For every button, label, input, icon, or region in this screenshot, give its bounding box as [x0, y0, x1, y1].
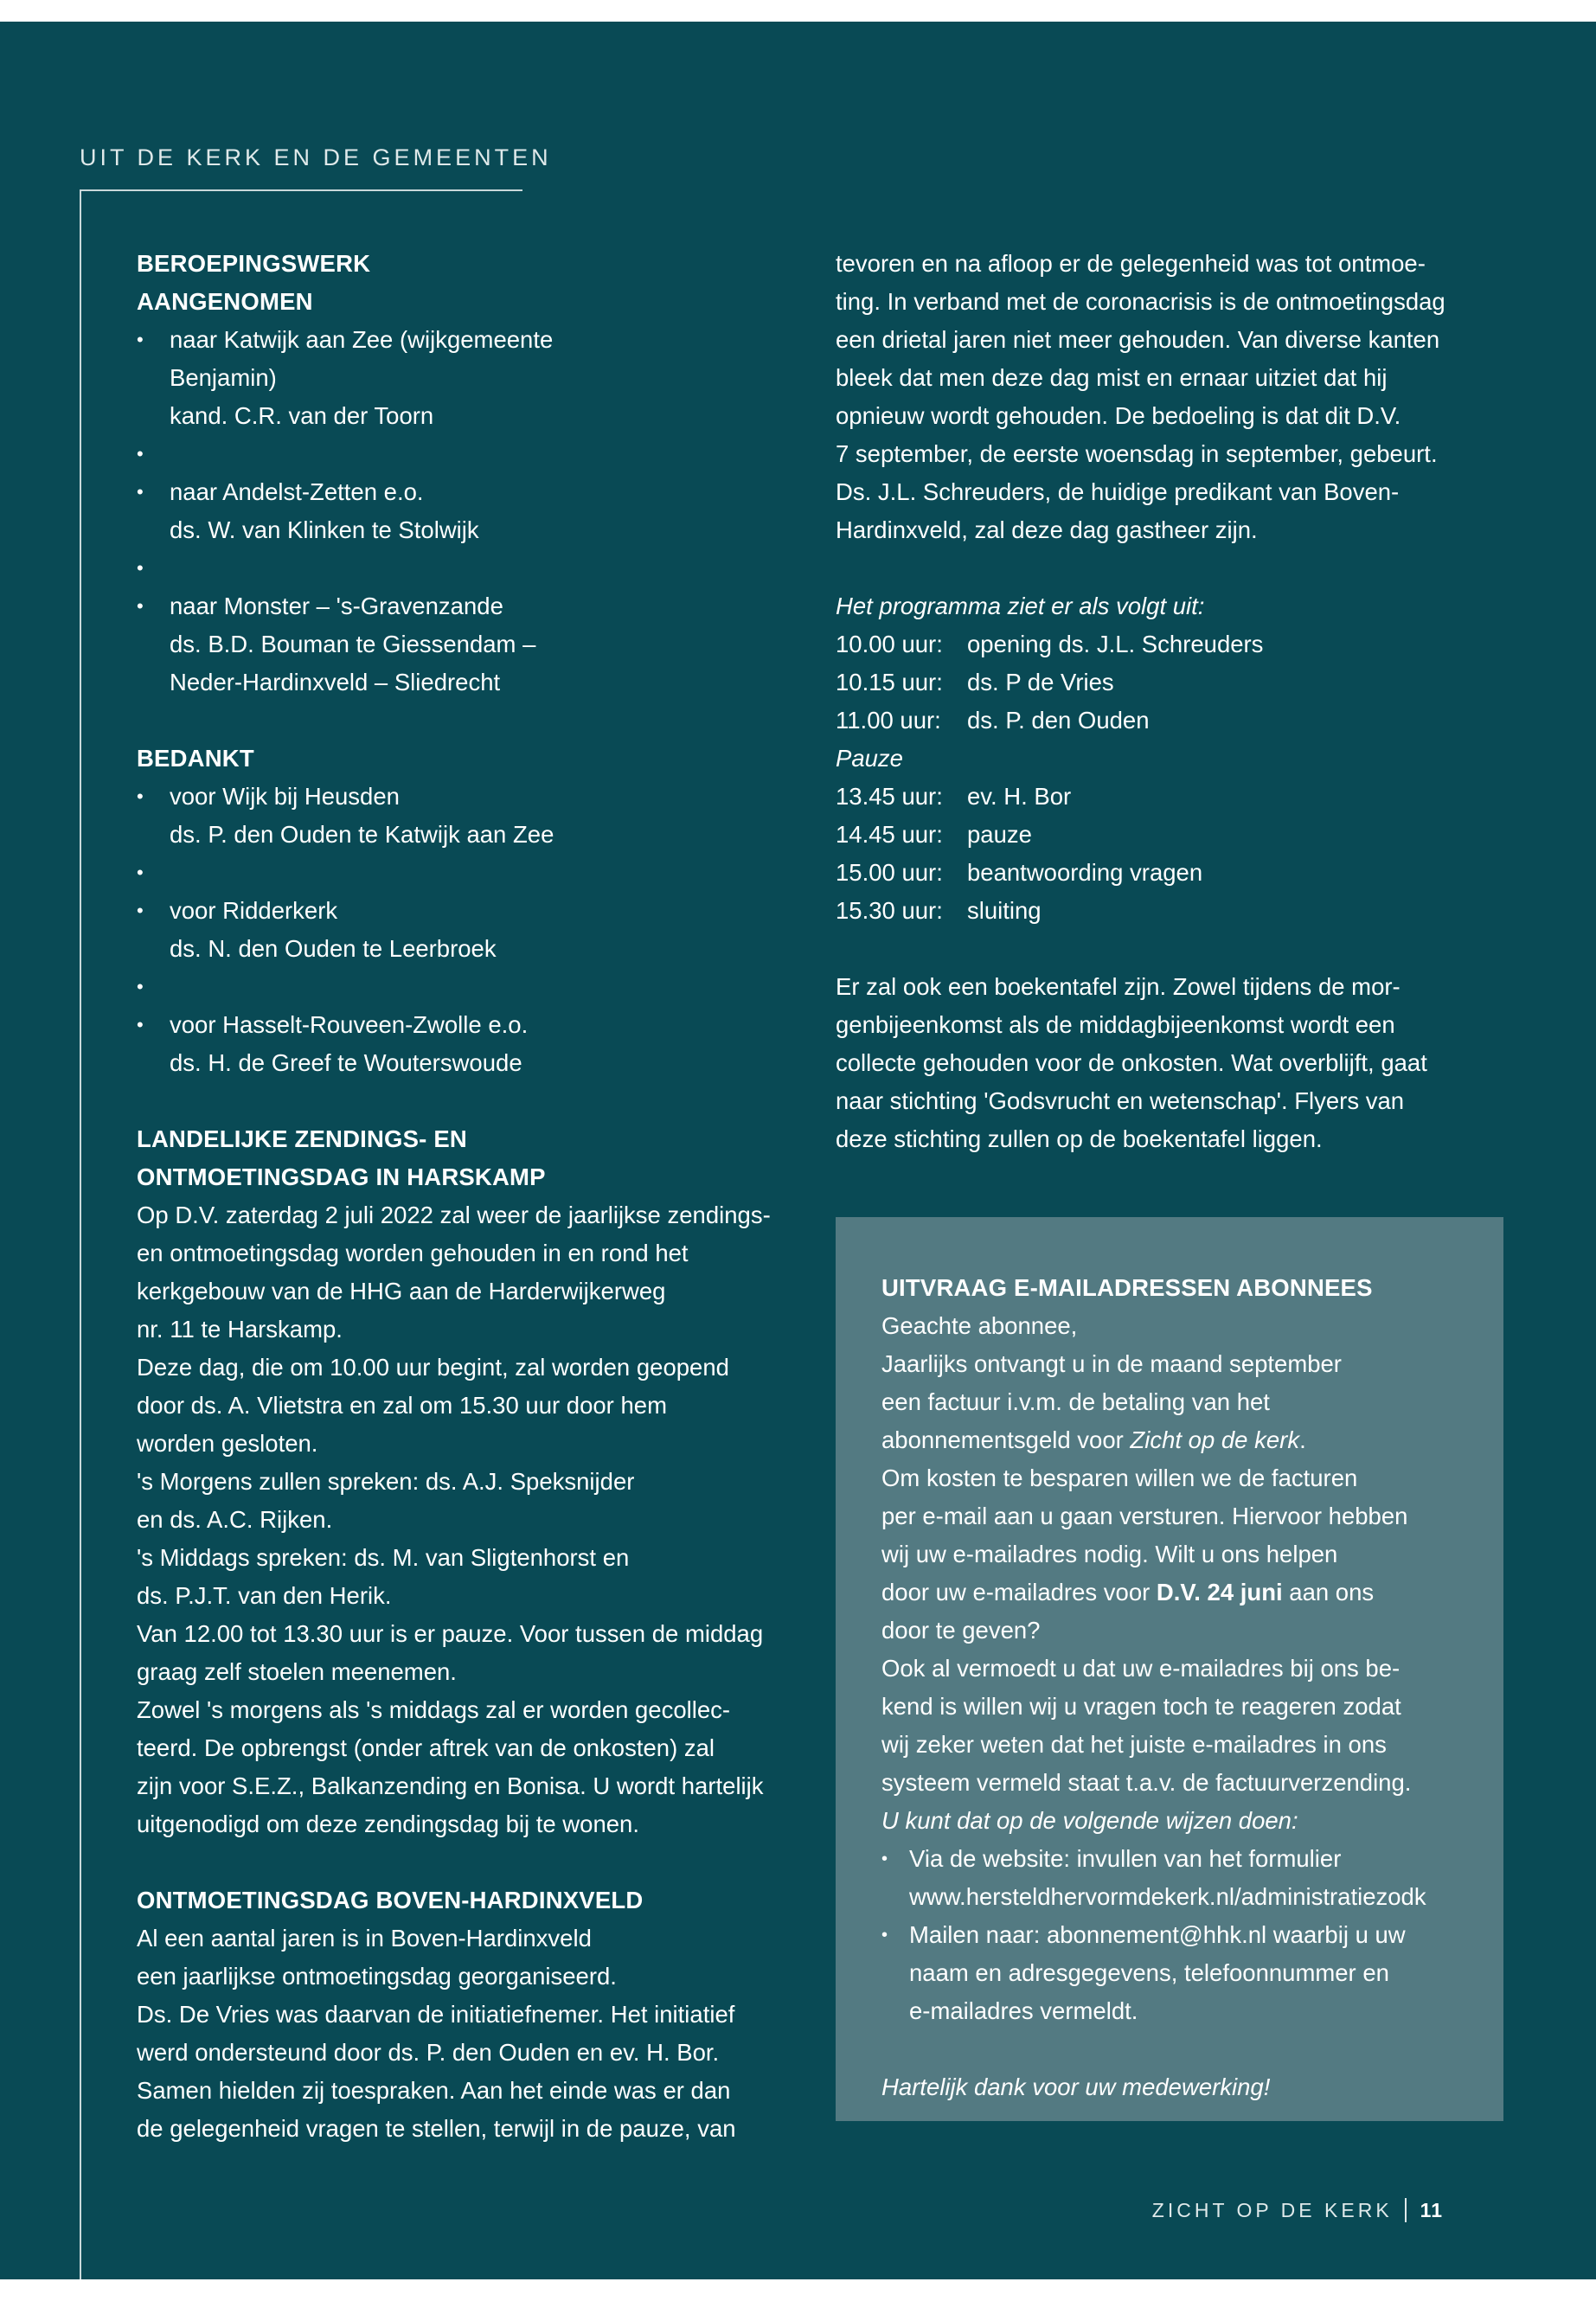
text-line: Ds. J.L. Schreuders, de huidige predikant van Boven- — [836, 478, 1400, 505]
text-line: kerkgebouw van de HHG aan de Harderwijkerweg — [137, 1278, 666, 1304]
spacer — [836, 930, 1510, 968]
text-line: en ontmoetingsdag worden gehouden in en rond het — [137, 1240, 689, 1266]
ontmoetingsdag-closing — [836, 968, 1510, 1158]
text-fragment: aan ons — [1282, 1579, 1375, 1606]
list-item-line: • naar Katwijk aan Zee (wijkgemeente — [170, 326, 554, 353]
zendingsdag-heading-line2: ONTMOETINGSDAG IN HARSKAMP — [137, 1163, 546, 1190]
text-line: Deze dag, die om 10.00 uur begint, zal worden geopend — [137, 1354, 729, 1381]
text-line: Ook al vermoedt u dat uw e-mailadres bij ons be- — [881, 1655, 1401, 1682]
text-line: door te geven? — [881, 1617, 1041, 1644]
thanks-line: Hartelijk dank voor uw medewerking! — [881, 2073, 1271, 2100]
zendingsdag-heading-line1: LANDELIJKE ZENDINGS- EN — [137, 1125, 467, 1152]
text-line: bleek dat men deze dag mist en ernaar uitziet dat hij — [836, 364, 1388, 391]
programma-time: 15.00 uur: — [836, 859, 943, 886]
text-line: zijn voor S.E.Z., Balkanzending en Bonisa. U wordt hartelijk — [137, 1772, 764, 1799]
list-item-line: naam en adresgegevens, telefoonnummer en — [909, 1959, 1389, 1986]
list-item-line: • voor Ridderkerk — [170, 897, 338, 924]
text-line: systeem vermeld staat t.a.v. de factuurverzending. — [881, 1769, 1412, 1796]
magazine-name: ZICHT OP DE KERK — [1151, 2198, 1393, 2221]
email-box-heading: UITVRAAG E-MAILADRESSEN ABONNEES — [881, 1274, 1373, 1301]
list-item — [137, 892, 794, 968]
left-column — [137, 245, 794, 2148]
programma-time: 13.45 uur: — [836, 783, 943, 810]
text-line: Om kosten te besparen willen we de facturen — [881, 1465, 1358, 1491]
list-item — [881, 1840, 1478, 1916]
text-line: kend is willen wij u vragen toch te reageren zodat — [881, 1693, 1401, 1720]
text-fragment: abonnementsgeld voor — [881, 1426, 1131, 1453]
ontmoetingsdag-text-left — [137, 1920, 794, 2148]
bedankt-heading: BEDANKT — [137, 745, 254, 772]
aangenomen-list — [137, 321, 794, 702]
programma-row — [836, 625, 1510, 663]
text-line: worden gesloten. — [137, 1430, 318, 1457]
spacer — [137, 968, 794, 1006]
list-item-line: • Via de website: invullen van het formulier — [909, 1845, 1342, 1872]
magazine-page — [0, 22, 1596, 2279]
text-line: uitgenodigd om deze zendingsdag bij te wonen. — [137, 1811, 639, 1837]
text-line: Al een aantal jaren is in Boven-Hardinxveld — [137, 1925, 592, 1952]
programma-item: ds. P. den Ouden — [967, 707, 1150, 734]
text-line: genbijeenkomst als de middagbijeenkomst wordt een — [836, 1011, 1395, 1038]
spacer — [137, 702, 794, 740]
magazine-title-inline: Zicht op de kerk — [1130, 1426, 1300, 1453]
text-line: werd ondersteund door ds. P. den Ouden en ev. H. Bor. — [137, 2039, 720, 2066]
programma-row — [836, 778, 1510, 816]
programma-row — [836, 702, 1510, 740]
text-line: per e-mail aan u gaan versturen. Hiervoor hebben — [881, 1503, 1408, 1529]
text-line: wij uw e-mailadres nodig. Wilt u ons helpen — [881, 1541, 1338, 1567]
spacer — [137, 1843, 794, 1881]
text-line: Zowel 's morgens als 's middags zal er worden gecollec- — [137, 1696, 731, 1723]
text-line: nr. 11 te Harskamp. — [137, 1316, 343, 1343]
text-line: Ds. De Vries was daarvan de initiatiefnemer. Het initiatief — [137, 2001, 735, 2028]
spacer — [836, 549, 1510, 587]
programma-row — [836, 854, 1510, 892]
list-item-line: • voor Wijk bij Heusden — [170, 783, 400, 810]
text-line: Samen hielden zij toespraken. Aan het einde was er dan — [137, 2077, 731, 2104]
text-line: Hardinxveld, zal deze dag gastheer zijn. — [836, 516, 1258, 543]
ontmoetingsdag-heading: ONTMOETINGSDAG BOVEN-HARDINXVELD — [137, 1887, 644, 1913]
list-item-line: Neder-Hardinxveld – Sliedrecht — [170, 669, 501, 695]
spacer — [137, 1082, 794, 1120]
programma-item: ds. P de Vries — [967, 669, 1114, 695]
ontmoetingsdag-text-right — [836, 245, 1510, 549]
list-item — [137, 1006, 794, 1082]
ways-list — [881, 1840, 1478, 2030]
list-item-line: • voor Hasselt-Rouveen-Zwolle e.o. — [170, 1011, 529, 1038]
text-line — [881, 1421, 1478, 1459]
list-item-line: ds. H. de Greef te Wouterswoude — [170, 1049, 522, 1076]
list-item-line: Benjamin) — [170, 364, 277, 391]
text-line: Op D.V. zaterdag 2 juli 2022 zal weer de jaarlijkse zendings- — [137, 1202, 771, 1228]
text-line: tevoren en na afloop er de gelegenheid was tot ontmoe- — [836, 250, 1426, 277]
header-rule-horizontal — [80, 189, 522, 191]
programma-time: 14.45 uur: — [836, 821, 943, 848]
website-link[interactable]: www.hersteldhervormdekerk.nl/administratiezodk — [909, 1883, 1426, 1910]
list-item — [137, 587, 794, 702]
text-line: een jaarlijkse ontmoetingsdag georganiseerd. — [137, 1963, 617, 1990]
text-line: collecte gehouden voor de onkosten. Wat overblijft, gaat — [836, 1049, 1427, 1076]
programma-time: 15.30 uur: — [836, 897, 943, 924]
text-line: 's Morgens zullen spreken: ds. A.J. Speksnijder — [137, 1468, 635, 1495]
right-column — [836, 245, 1510, 1158]
text-line: Jaarlijks ontvangt u in de maand september — [881, 1350, 1342, 1377]
text-line: Geachte abonnee, — [881, 1312, 1078, 1339]
list-item-line: • naar Andelst-Zetten e.o. — [170, 478, 424, 505]
text-line: wij zeker weten dat het juiste e-mailadres in ons — [881, 1731, 1387, 1758]
text-line: Van 12.00 tot 13.30 uur is er pauze. Voor tussen de middag — [137, 1620, 764, 1647]
programma-list — [836, 625, 1510, 930]
spacer — [137, 435, 794, 473]
text-line: de gelegenheid vragen te stellen, terwijl in de pauze, van — [137, 2115, 736, 2142]
text-line: opnieuw wordt gehouden. De bedoeling is dat dit D.V. — [836, 402, 1401, 429]
programma-time: 10.00 uur: — [836, 631, 943, 657]
list-item-line: kand. C.R. van der Toorn — [170, 402, 434, 429]
text-line: ting. In verband met de coronacrisis is de ontmoetingsdag — [836, 288, 1445, 315]
page-footer — [1152, 2198, 1443, 2222]
list-item-line: • naar Monster – 's-Gravenzande — [170, 593, 503, 619]
text-line: teerd. De opbrengst (onder aftrek van de onkosten) zal — [137, 1734, 715, 1761]
programma-row — [836, 892, 1510, 930]
beroepingswerk-heading: BEROEPINGSWERK — [137, 250, 371, 277]
section-label: UIT DE KERK EN DE GEMEENTEN — [80, 144, 552, 170]
list-item-line: ds. B.D. Bouman te Giessendam – — [170, 631, 536, 657]
programma-row — [836, 663, 1510, 702]
list-item-line: e-mailadres vermeldt. — [909, 1997, 1138, 2024]
email-address-box — [836, 1217, 1503, 2121]
programma-row — [836, 816, 1510, 854]
list-item — [137, 473, 794, 549]
text-line: 7 september, de eerste woensdag in september, gebeurt. — [836, 440, 1438, 467]
list-item — [881, 1916, 1478, 2030]
programma-pause: Pauze — [836, 745, 903, 772]
programma-item: pauze — [967, 821, 1032, 848]
text-line: een drietal jaren niet meer gehouden. Van diverse kanten — [836, 326, 1440, 353]
list-item — [137, 778, 794, 854]
ways-intro: U kunt dat op de volgende wijzen doen: — [881, 1807, 1298, 1834]
text-line: en ds. A.C. Rijken. — [137, 1506, 333, 1533]
programma-item: ev. H. Bor — [967, 783, 1072, 810]
text-line: naar stichting 'Godsvrucht en wetenschap'. Flyers van — [836, 1087, 1405, 1114]
programma-item: sluiting — [967, 897, 1042, 924]
programma-intro: Het programma ziet er als volgt uit: — [836, 593, 1205, 619]
aangenomen-heading: AANGENOMEN — [137, 288, 313, 315]
text-line: graag zelf stoelen meenemen. — [137, 1658, 457, 1685]
spacer — [137, 549, 794, 587]
bedankt-list — [137, 778, 794, 1082]
text-line: Er zal ook een boekentafel zijn. Zowel tijdens de mor- — [836, 973, 1401, 1000]
spacer — [137, 854, 794, 892]
text-fragment: door uw e-mailadres voor — [881, 1579, 1157, 1606]
text-line: 's Middags spreken: ds. M. van Sligtenhorst en — [137, 1544, 630, 1571]
text-fragment: . — [1299, 1426, 1306, 1453]
text-line: een factuur i.v.m. de betaling van het — [881, 1388, 1270, 1415]
footer-divider — [1405, 2198, 1407, 2222]
text-line: ds. P.J.T. van den Herik. — [137, 1582, 392, 1609]
text-line: door ds. A. Vlietstra en zal om 15.30 uur door hem — [137, 1392, 667, 1419]
list-item-line: ds. P. den Ouden te Katwijk aan Zee — [170, 821, 554, 848]
zendingsdag-text — [137, 1196, 794, 1843]
text-line — [881, 1574, 1478, 1612]
deadline-date: D.V. 24 juni — [1156, 1579, 1283, 1606]
header-rule-vertical — [80, 189, 81, 2279]
email-box-content — [881, 1269, 1478, 2106]
list-item-line: • Mailen naar: abonnement@hhk.nl waarbij u uw — [909, 1921, 1406, 1948]
spacer — [881, 2030, 1478, 2068]
text-line: deze stichting zullen op de boekentafel liggen. — [836, 1125, 1323, 1152]
page-number: 11 — [1420, 2198, 1443, 2221]
programma-item: opening ds. J.L. Schreuders — [967, 631, 1264, 657]
programma-time: 11.00 uur: — [836, 707, 941, 734]
list-item-line: ds. W. van Klinken te Stolwijk — [170, 516, 479, 543]
programma-time: 10.15 uur: — [836, 669, 943, 695]
list-item — [137, 321, 794, 435]
programma-item: beantwoording vragen — [967, 859, 1203, 886]
list-item-line: ds. N. den Ouden te Leerbroek — [170, 935, 497, 962]
